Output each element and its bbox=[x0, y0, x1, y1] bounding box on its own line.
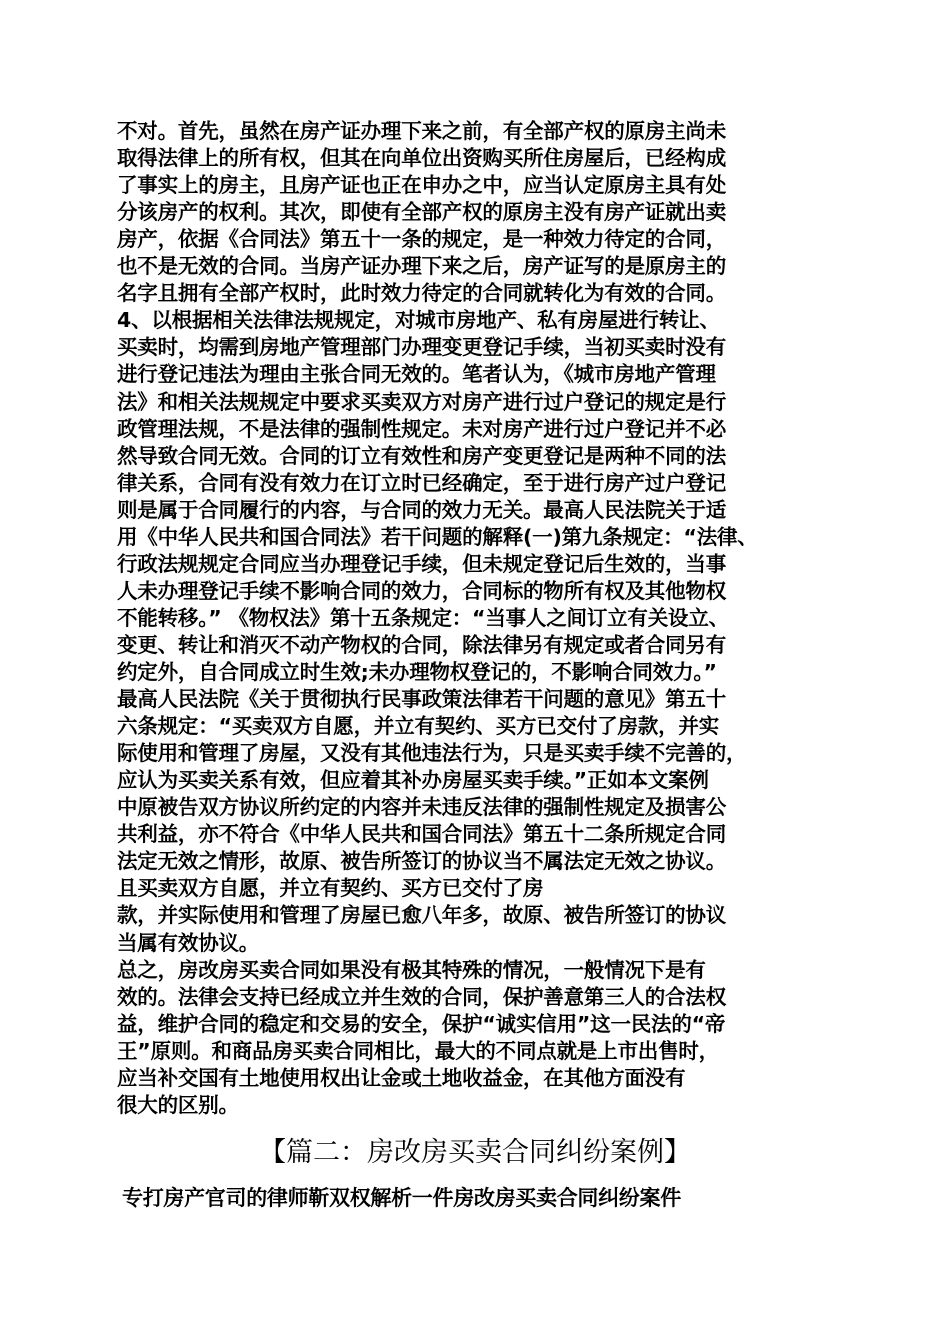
text-line: 人未办理登记手续不影响合同的效力，合同标的物所有权及其他物权 bbox=[117, 578, 726, 603]
text-line: 然导致合同无效。合同的订立有效性和房产变更登记是两种不同的法 bbox=[117, 443, 726, 468]
text-line: 很大的区别。 bbox=[117, 1092, 239, 1117]
text-line: 款，并实际使用和管理了房屋已愈八年多，故原、被告所签订的协议 bbox=[117, 903, 726, 928]
text-line: 且买卖双方自愿，并立有契约、买方已交付了房 bbox=[117, 876, 544, 901]
text-line: 律关系，合同有没有效力在订立时已经确定，至于进行房产过户登记 bbox=[117, 470, 726, 495]
text-line: 了事实上的房主，且房产证也正在申办之中，应当认定原房主具有处 bbox=[117, 173, 726, 198]
text-line: 中原被告双方协议所约定的内容并未违反法律的强制性规定及损害公 bbox=[117, 795, 726, 820]
text-line: 当属有效协议。 bbox=[117, 930, 260, 955]
text-line: 益，维护合同的稳定和交易的安全，保护“诚实信用”这一民法的“帝 bbox=[117, 1011, 726, 1036]
text-line: 际使用和管理了房屋，又没有其他违法行为，只是买卖手续不完善的， bbox=[117, 741, 747, 766]
text-line: 不能转移。” 《物权法》第十五条规定：“当事人之间订立有关设立、 bbox=[117, 605, 729, 630]
text-line: 进行登记违法为理由主张合同无效的。笔者认为，《城市房地产管理 bbox=[117, 362, 716, 387]
text-line: 取得法律上的所有权，但其在向单位出资购买所住房屋后，已经构成 bbox=[117, 146, 726, 171]
text-line: 王”原则。和商品房买卖合同相比，最大的不同点就是上市出售时， bbox=[117, 1038, 719, 1063]
text-line: 应认为买卖关系有效，但应着其补办房屋买卖手续。”正如本文案例 bbox=[117, 768, 709, 793]
text-line: 分该房产的权利。其次，即使有全部产权的原房主没有房产证就出卖 bbox=[117, 200, 726, 225]
text-line: 共利益，亦不符合《中华人民共和国合同法》第五十二条所规定合同 bbox=[117, 822, 726, 847]
text-line: 效的。法律会支持已经成立并生效的合同，保护善意第三人的合法权 bbox=[117, 984, 726, 1009]
text-line: 买卖时，均需到房地产管理部门办理变更登记手续，当初买卖时没有 bbox=[117, 335, 726, 360]
text-line: 总之，房改房买卖合同如果没有极其特殊的情况，一般情况下是有 bbox=[117, 957, 706, 982]
section-subheading: 专打房产官司的律师靳双权解析一件房改房买卖合同纠纷案件 bbox=[122, 1186, 681, 1210]
text-line: 也不是无效的合同。当房产证办理下来之后，房产证写的是原房主的 bbox=[117, 254, 726, 279]
text-line: 变更、转让和消灭不动产物权的合同，除法律另有规定或者合同另有 bbox=[117, 632, 726, 657]
text-line: 法》和相关法规规定中要求买卖双方对房产进行过户登记的规定是行 bbox=[117, 389, 726, 414]
text-line: 约定外，自合同成立时生效;未办理物权登记的，不影响合同效力。” bbox=[117, 660, 717, 684]
text-line: 名字且拥有全部产权时，此时效力待定的合同就转化为有效的合同。 bbox=[117, 281, 726, 306]
text-line: 房产，依据《合同法》第五十一条的规定，是一种效力待定的合同， bbox=[117, 227, 726, 252]
text-line: 不对。首先，虽然在房产证办理下来之前，有全部产权的原房主尚未 bbox=[117, 119, 726, 143]
text-line: 法定无效之情形，故原、被告所签订的协议当不属法定无效之协议。 bbox=[117, 849, 726, 874]
text-line: 六条规定：“买卖双方自愿，并立有契约、买方已交付了房款，并实 bbox=[117, 714, 719, 739]
text-line: 则是属于合同履行的内容，与合同的效力无关。最高人民法院关于适 bbox=[117, 497, 726, 522]
text-line: 行政法规规定合同应当办理登记手续，但未规定登记后生效的，当事 bbox=[117, 551, 726, 576]
text-line: 用《中华人民共和国合同法》若干问题的解释(一)第九条规定：“法律、 bbox=[117, 524, 758, 549]
text-line: 应当补交国有土地使用权出让金或土地收益金，在其他方面没有 bbox=[117, 1065, 686, 1090]
text-line: 政管理法规，不是法律的强制性规定。未对房产进行过户登记并不必 bbox=[117, 416, 726, 441]
text-line: 4、以根据相关法律法规规定，对城市房地产、私有房屋进行转让、 bbox=[117, 308, 720, 333]
section-heading: 【篇二：房改房买卖合同纠纷案例】 bbox=[259, 1137, 691, 1168]
text-line: 最高人民法院《关于贯彻执行民事政策法律若干问题的意见》第五十 bbox=[117, 687, 726, 712]
